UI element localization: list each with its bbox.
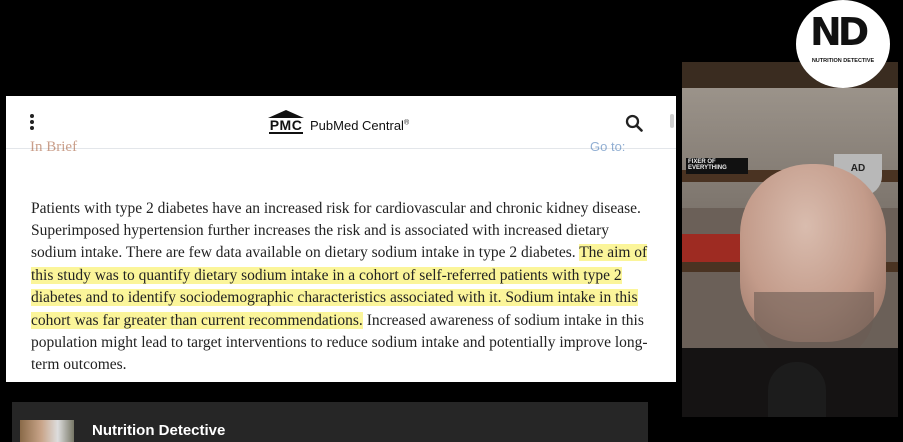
logo-mark: ND bbox=[810, 10, 866, 54]
highlighted-text: The aim of this study was to quantify dietary sodium intake in a cohort of self-referred patients with type 2 diabetes and to identify sociodemographic characteristics associated with it. Sodium intake in this cohort was far greater than current recommendations. bbox=[31, 244, 648, 329]
site-name: PubMed Central® bbox=[310, 117, 410, 133]
avatar[interactable] bbox=[20, 420, 74, 442]
webcam-feed bbox=[682, 62, 898, 417]
logo-caption: NUTRITION DETECTIVE bbox=[811, 58, 875, 64]
kebab-menu-icon[interactable] bbox=[30, 114, 36, 130]
microphone bbox=[768, 362, 826, 417]
channel-bar bbox=[12, 402, 648, 442]
pmc-building-icon: PMC bbox=[268, 110, 304, 134]
fixer-sign: FIXER OF EVERYTHING bbox=[686, 158, 748, 174]
channel-name[interactable]: Nutrition Detective bbox=[92, 422, 226, 439]
channel-logo-badge bbox=[796, 0, 890, 88]
abstract-plain-text-end: Increased awareness of sodium intake in this population might lead to target interventions to reduce sodium intake and potentially improve long-term outcomes. bbox=[31, 311, 648, 374]
pmc-logo[interactable] bbox=[268, 108, 409, 136]
section-heading-peek: In Brief bbox=[30, 139, 78, 155]
abstract-plain-text: Patients with type 2 diabetes have an increased risk for cardiovascular and chronic kidney disease. Superimposed hypertension further increases the risk and is associated with increased dietary sodium intake. There are few data available on dietary sodium intake in type 2 diabetes. bbox=[31, 199, 641, 262]
search-icon[interactable] bbox=[625, 114, 643, 132]
abstract-text bbox=[31, 198, 656, 377]
pmc-header bbox=[6, 96, 676, 155]
goto-link-peek[interactable]: Go to: bbox=[590, 139, 626, 154]
trophy: AD bbox=[834, 154, 882, 196]
scrollbar[interactable] bbox=[670, 114, 674, 128]
browser-window bbox=[6, 96, 676, 382]
